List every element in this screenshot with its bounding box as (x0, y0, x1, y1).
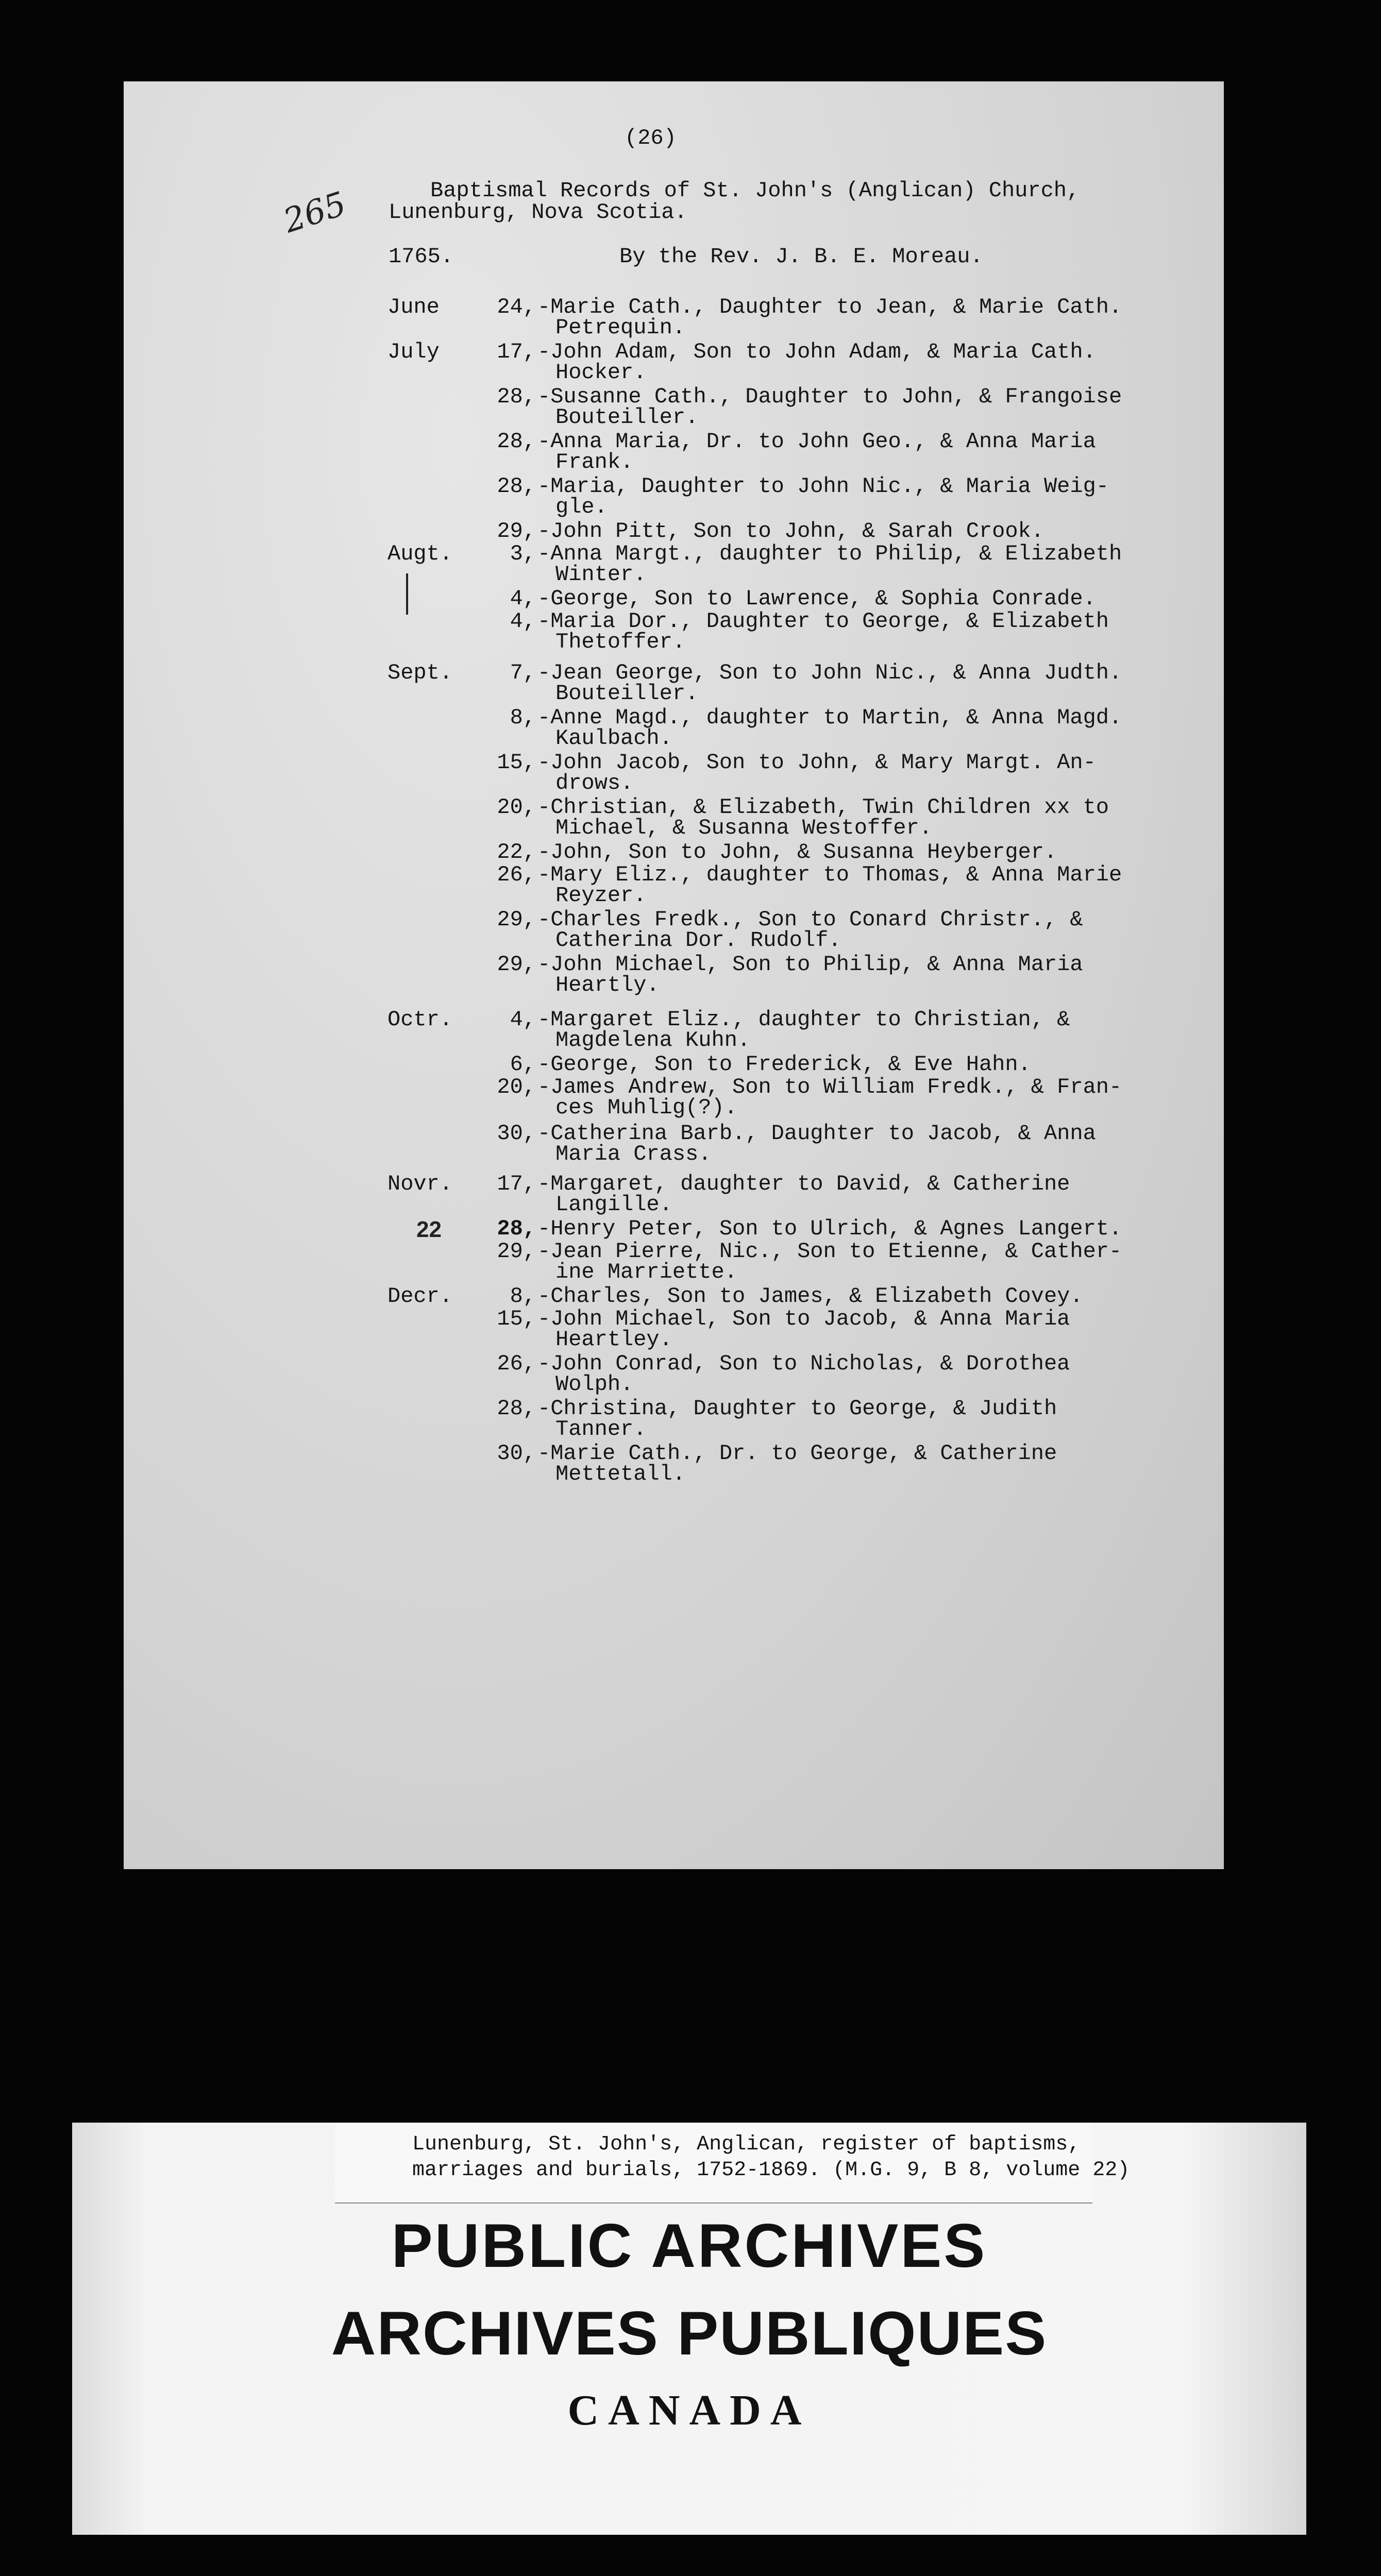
entry-day: 17, (497, 1172, 536, 1196)
entry-text: -Anne Magd., daughter to Martin, & Anna Magd. (537, 705, 1122, 730)
entry-day: 15, (497, 1307, 536, 1331)
reference-line-2: marriages and burials, 1752-1869. (M.G. 9, B 8, volume 22) (412, 2159, 1130, 2182)
entry-month: July (388, 340, 440, 364)
entry-text: -Marie Cath., Dr. to George, & Catherine (537, 1441, 1057, 1466)
entry-day: 17, (497, 340, 536, 364)
entry-text: -Anna Margt., daughter to Philip, & Elizabeth (537, 541, 1122, 566)
entry-row (124, 1122, 1224, 1167)
entry-day: 22, (497, 840, 536, 865)
entry-month: Decr. (388, 1284, 453, 1309)
entry-text: -John Michael, Son to Philip, & Anna Maria (537, 952, 1083, 977)
entry-text: -John Jacob, Son to John, & Mary Margt. An- (537, 750, 1096, 775)
entry-text-continued: Winter. (555, 562, 647, 587)
entry-day: 28, (497, 474, 536, 499)
entry-row (124, 1240, 1224, 1285)
entry-day: 15, (497, 750, 536, 775)
record-year: 1765. (389, 244, 454, 269)
reference-line-1: Lunenburg, St. John's, Anglican, register of baptisms, (412, 2133, 1081, 2156)
entry-row (124, 1442, 1224, 1487)
entry-row (124, 475, 1224, 520)
entry-text: -John, Son to John, & Susanna Heyberger. (537, 840, 1057, 865)
entry-text: -John Conrad, Son to Nicholas, & Dorothea (537, 1351, 1070, 1376)
entry-text: -John Adam, Son to John Adam, & Maria Cath. (537, 340, 1096, 364)
entry-text: -Christina, Daughter to George, & Judith (537, 1396, 1057, 1421)
entry-text-continued: Petrequin. (555, 315, 686, 340)
entry-text: -George, Son to Lawrence, & Sophia Conrade. (537, 586, 1096, 611)
entry-row (124, 953, 1224, 998)
entry-text: -Charles, Son to James, & Elizabeth Covey. (537, 1284, 1083, 1309)
entry-day: 6, (510, 1052, 536, 1077)
entry-row (124, 908, 1224, 954)
entry-text: -Maria Dor., Daughter to George, & Elizabeth (537, 609, 1109, 634)
entry-day: 24, (497, 295, 536, 319)
entry-text: -James Andrew, Son to William Fredk., & Fran- (537, 1075, 1122, 1099)
entry-text: -John Pitt, Son to John, & Sarah Crook. (537, 519, 1044, 544)
reference-strip (335, 2123, 1130, 2204)
entry-row (124, 1008, 1224, 1054)
canada-heading: CANADA (567, 2386, 811, 2434)
entry-row (124, 1308, 1224, 1353)
entry-text: -Anna Maria, Dr. to John Geo., & Anna Maria (537, 429, 1096, 454)
document-page (124, 81, 1224, 1869)
entry-day: 8, (510, 705, 536, 730)
entry-text: -John Michael, Son to Jacob, & Anna Maria (537, 1307, 1070, 1331)
entry-row (124, 751, 1224, 796)
entry-text: -Catherina Barb., Daughter to Jacob, & Anna (537, 1121, 1096, 1146)
archives-publiques-heading: ARCHIVES PUBLIQUES (331, 2299, 1048, 2368)
handwritten-folio-number: 265 (279, 184, 351, 241)
entry-day: 28, (497, 1396, 536, 1421)
entry-day: 29, (497, 519, 536, 544)
entry-text-continued: Reyzer. (555, 883, 647, 908)
entry-text-continued: Michael, & Susanna Westoffer. (555, 816, 932, 840)
entry-day: 28, (497, 384, 536, 409)
entry-row (124, 1352, 1224, 1398)
entry-text: -Maria, Daughter to John Nic., & Maria Weig- (537, 474, 1109, 499)
entry-text-continued: Kaulbach. (555, 726, 672, 751)
entry-month: Octr. (388, 1007, 453, 1032)
entry-text: -Charles Fredk., Son to Conard Christr., & (537, 907, 1083, 932)
entry-row (124, 296, 1224, 341)
entry-month: Novr. (388, 1172, 453, 1196)
entry-text-continued: Heartley. (555, 1327, 672, 1352)
entry-month: Sept. (388, 660, 453, 685)
entry-text: -Susanne Cath., Daughter to John, & Frangoise (537, 384, 1122, 409)
page-number: (26) (625, 126, 677, 150)
entry-day: 28, (497, 1216, 536, 1241)
entry-row (124, 796, 1224, 841)
entry-text-continued: Bouteiller. (555, 681, 699, 706)
entry-text-continued: ces Muhlig(?). (555, 1095, 737, 1120)
entry-day: 3, (510, 541, 536, 566)
entry-day: 30, (497, 1121, 536, 1146)
entry-text-continued: Catherina Dor. Rudolf. (555, 928, 841, 953)
entry-text: -Marie Cath., Daughter to Jean, & Marie Cath. (537, 295, 1122, 319)
entry-text-continued: gle. (555, 495, 608, 519)
entry-row (124, 1397, 1224, 1443)
entry-day: 30, (497, 1441, 536, 1466)
entry-text-continued: Maria Crass. (555, 1142, 712, 1166)
entry-text-continued: Heartly. (555, 973, 660, 997)
entry-text: -Margaret, daughter to David, & Catherine (537, 1172, 1070, 1196)
entry-text: -Christian, & Elizabeth, Twin Children xx to (537, 795, 1109, 820)
entry-row (124, 1173, 1224, 1218)
entry-row (124, 385, 1224, 431)
entry-text-continued: Bouteiller. (555, 405, 699, 430)
entry-row (124, 863, 1224, 909)
entry-text-continued: drows. (555, 771, 634, 795)
entry-row (124, 543, 1224, 588)
entry-text-continued: Mettetall. (555, 1462, 686, 1486)
entry-text-continued: Langille. (555, 1192, 672, 1217)
entry-day: 26, (497, 1351, 536, 1376)
entry-month: June (388, 295, 440, 319)
entry-day: 29, (497, 907, 536, 932)
entry-text: -George, Son to Frederick, & Eve Hahn. (537, 1052, 1031, 1077)
entry-text-continued: Thetoffer. (555, 630, 686, 654)
entry-day: 4, (510, 609, 536, 634)
document-title: Baptismal Records of St. John's (Anglican) Church, (430, 178, 1080, 203)
entry-row (124, 610, 1224, 655)
entry-row (124, 430, 1224, 476)
entry-row (124, 706, 1224, 752)
entry-day: 26, (497, 862, 536, 887)
entry-day: 8, (510, 1284, 536, 1309)
document-title-line2: Lunenburg, Nova Scotia. (389, 200, 687, 225)
officiant-line: By the Rev. J. B. E. Moreau. (619, 244, 983, 269)
entry-text-continued: Hocker. (555, 360, 647, 385)
entry-day: 4, (510, 1007, 536, 1032)
entry-text-continued: ine Marriette. (555, 1260, 737, 1284)
entry-text-continued: Wolph. (555, 1372, 634, 1397)
entry-text: -Jean George, Son to John Nic., & Anna Judth. (537, 660, 1122, 685)
entry-day: 29, (497, 952, 536, 977)
entry-text: -Henry Peter, Son to Ulrich, & Agnes Langert. (537, 1216, 1122, 1241)
entry-text-continued: Magdelena Kuhn. (555, 1028, 751, 1053)
archive-label-card (72, 2123, 1306, 2535)
entry-day: 20, (497, 795, 536, 820)
entry-text: -Jean Pierre, Nic., Son to Etienne, & Cather- (537, 1239, 1122, 1264)
entry-text: -Margaret Eliz., daughter to Christian, & (537, 1007, 1070, 1032)
entry-row (124, 341, 1224, 386)
entry-day: 4, (510, 586, 536, 611)
entry-day: 7, (510, 660, 536, 685)
handwritten-margin-day: 22 (416, 1217, 442, 1242)
entry-day: 28, (497, 429, 536, 454)
entry-text-continued: Tanner. (555, 1417, 647, 1442)
entry-day: 29, (497, 1239, 536, 1264)
entry-row (124, 1076, 1224, 1121)
entry-day: 20, (497, 1075, 536, 1099)
entry-month: Augt. (388, 541, 453, 566)
entry-text: -Mary Eliz., daughter to Thomas, & Anna Marie (537, 862, 1122, 887)
entry-text-continued: Frank. (555, 450, 634, 474)
public-archives-heading: PUBLIC ARCHIVES (391, 2211, 987, 2280)
entry-row (124, 662, 1224, 707)
